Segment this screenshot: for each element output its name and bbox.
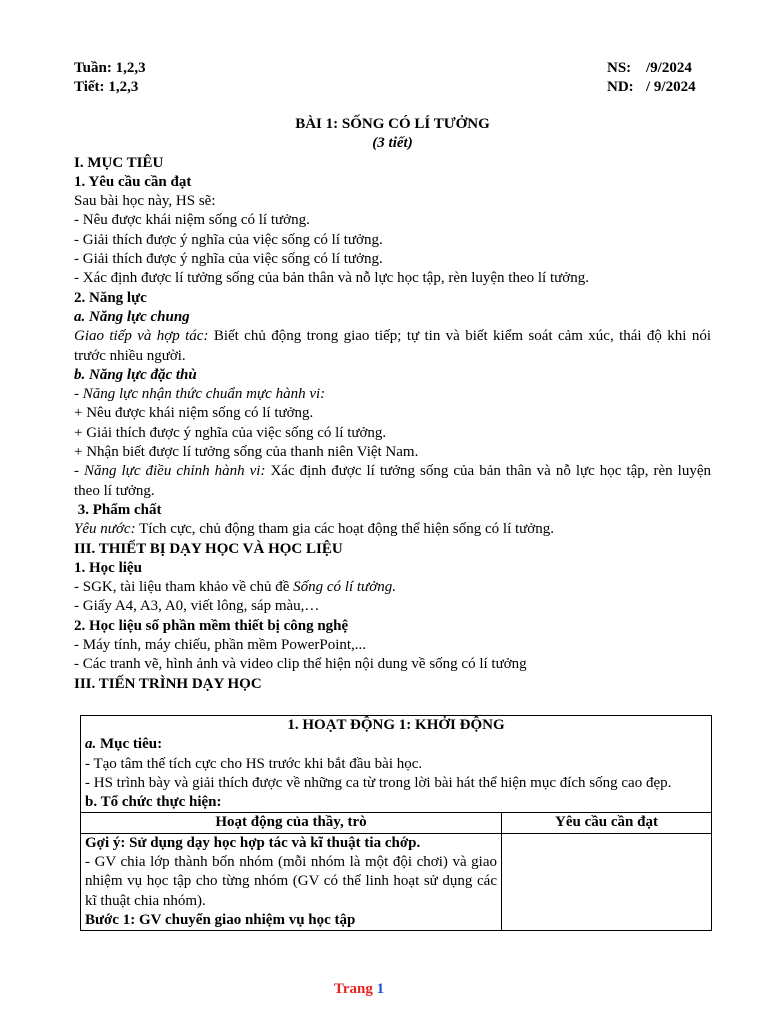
activity-columns-row (81, 813, 712, 833)
goal-item: - Nêu được khái niệm sống có lí tưởng. (74, 212, 310, 229)
specific-competence-label: - Năng lực nhận thức chuẩn mực hành vi: (74, 386, 326, 403)
document-body (74, 115, 711, 694)
lesson-title: BÀI 1: SỐNG CÓ LÍ TƯỞNG (295, 116, 490, 132)
specific-item: + Nêu được khái niệm sống có lí tưởng. (74, 405, 314, 422)
activity-header-row (81, 716, 712, 813)
general-competence-text: Biết chủ động trong giao tiếp; tự tin và biết kiểm soát cảm xúc, thái độ khi nói trước nhiều người. (74, 328, 711, 364)
activity-content-row (81, 833, 712, 930)
general-competence-heading: a. Năng lực chung (74, 308, 190, 325)
activity-gv-text: - GV chia lớp thành bốn nhóm (mỗi nhóm là một đội chơi) và giao nhiệm vụ học tập cho từng nhóm (GV có thể linh hoạt sử dụng các kĩ thuật chia nhóm). (85, 854, 497, 909)
teach-date-line (607, 78, 696, 97)
activity-organization-label: b. Tổ chức thực hiện: (85, 794, 222, 811)
material-item (74, 578, 711, 597)
material-item: - Giấy A4, A3, A0, viết lông, sáp màu,… (74, 598, 320, 615)
week-line (74, 59, 146, 78)
requirements-intro: Sau bài học này, HS sẽ: (74, 193, 216, 210)
activity-goal-label: Mục tiêu: (96, 736, 163, 753)
goal-item: - Xác định được lí tưởng sống của bản thân và nỗ lực học tập, rèn luyện theo lí tưởng. (74, 270, 589, 287)
period-line (74, 78, 146, 97)
activity-step-1: Bước 1: GV chuyển giao nhiệm vụ học tập (85, 911, 356, 928)
week-label: Tuần: (74, 60, 112, 76)
compose-date-value: /9/2024 (646, 60, 692, 76)
period-value: 1,2,3 (108, 79, 139, 95)
activity-title: 1. HOẠT ĐỘNG 1: KHỞI ĐỘNG (287, 717, 505, 733)
subheading-digital-materials: 2. Học liệu số phần mềm thiết bị công nghệ (74, 617, 349, 634)
header-left (74, 59, 146, 97)
subheading-competence: 2. Năng lực (74, 289, 147, 306)
section-heading-process: III. TIẾN TRÌNH DẠY HỌC (74, 675, 262, 692)
specific-item: + Giải thích được ý nghĩa của việc sống có lí tưởng. (74, 424, 387, 441)
activity-goal-heading (85, 735, 707, 754)
activity-hint: Gợi ý: Sử dụng dạy học hợp tác và kĩ thuật tia chớp. (85, 834, 421, 851)
activity-goal-prefix: a. (85, 736, 97, 753)
quality-paragraph (74, 520, 711, 539)
specific-competence-heading: b. Năng lực đặc thù (74, 366, 197, 383)
period-label: Tiết: (74, 79, 105, 95)
subheading-qualities: 3. Phẩm chất (74, 501, 162, 518)
behavior-adjust-label: - Năng lực điều chỉnh hành vi: (74, 463, 266, 480)
column-header-requirements: Yêu cầu cần đạt (502, 813, 712, 833)
activity-cell (81, 716, 712, 813)
digital-item: - Các tranh vẽ, hình ảnh và video clip thể hiện nội dung về sống có lí tưởng (74, 656, 527, 673)
subheading-materials: 1. Học liệu (74, 559, 142, 576)
specific-item: + Nhận biết được lí tưởng sống của thanh niên Việt Nam. (74, 444, 419, 461)
page-number: 1 (376, 981, 385, 997)
week-value: 1,2,3 (115, 60, 146, 76)
lesson-duration: (3 tiết) (372, 135, 413, 152)
subheading-requirements: 1. Yêu cầu cần đạt (74, 173, 192, 190)
page-label: Trang (333, 981, 373, 997)
quality-label: Yêu nước: (74, 521, 136, 538)
compose-date-label: NS: (607, 60, 632, 76)
activity-table (80, 715, 712, 931)
teach-date-value: / 9/2024 (646, 79, 696, 95)
behavior-adjust-paragraph (74, 462, 711, 501)
page-footer (0, 981, 718, 998)
digital-item: - Máy tính, máy chiếu, phần mềm PowerPoint,... (74, 637, 367, 654)
behavior-adjust-text: Xác định được lí tưởng sống của bản thân và nỗ lực học tập, rèn luyện theo lí tưởng. (74, 463, 711, 499)
compose-date-line (607, 59, 696, 78)
material-text: - SGK, tài liệu tham khảo về chủ đề (74, 579, 294, 596)
teach-date-label: ND: (607, 79, 634, 95)
material-topic: Sống có lí tưởng. (293, 579, 396, 596)
activity-goal-line: - Tạo tâm thế tích cực cho HS trước khi bắt đầu bài học. (85, 755, 423, 772)
activity-goal-line: - HS trình bày và giải thích được về những ca từ trong lời bài hát thể hiện mục đích sống cao đẹp. (85, 774, 672, 791)
activity-content-cell (81, 833, 502, 930)
general-competence-label: Giao tiếp và hợp tác: (74, 328, 209, 345)
section-heading-equipment: III. THIẾT BỊ DẠY HỌC VÀ HỌC LIỆU (74, 540, 343, 557)
section-heading-objectives: I. MỤC TIÊU (74, 154, 164, 171)
general-competence-paragraph (74, 327, 711, 366)
activity-requirements-cell (502, 833, 712, 930)
quality-text: Tích cực, chủ động tham gia các hoạt động thể hiện sống có lí tưởng. (135, 521, 554, 538)
column-header-teacher-student: Hoạt động của thầy, trò (81, 813, 502, 833)
goal-item: - Giải thích được ý nghĩa của việc sống có lí tưởng. (74, 231, 383, 248)
header-right (607, 59, 696, 97)
goal-item: - Giải thích được ý nghĩa của việc sống có lí tưởng. (74, 251, 383, 268)
